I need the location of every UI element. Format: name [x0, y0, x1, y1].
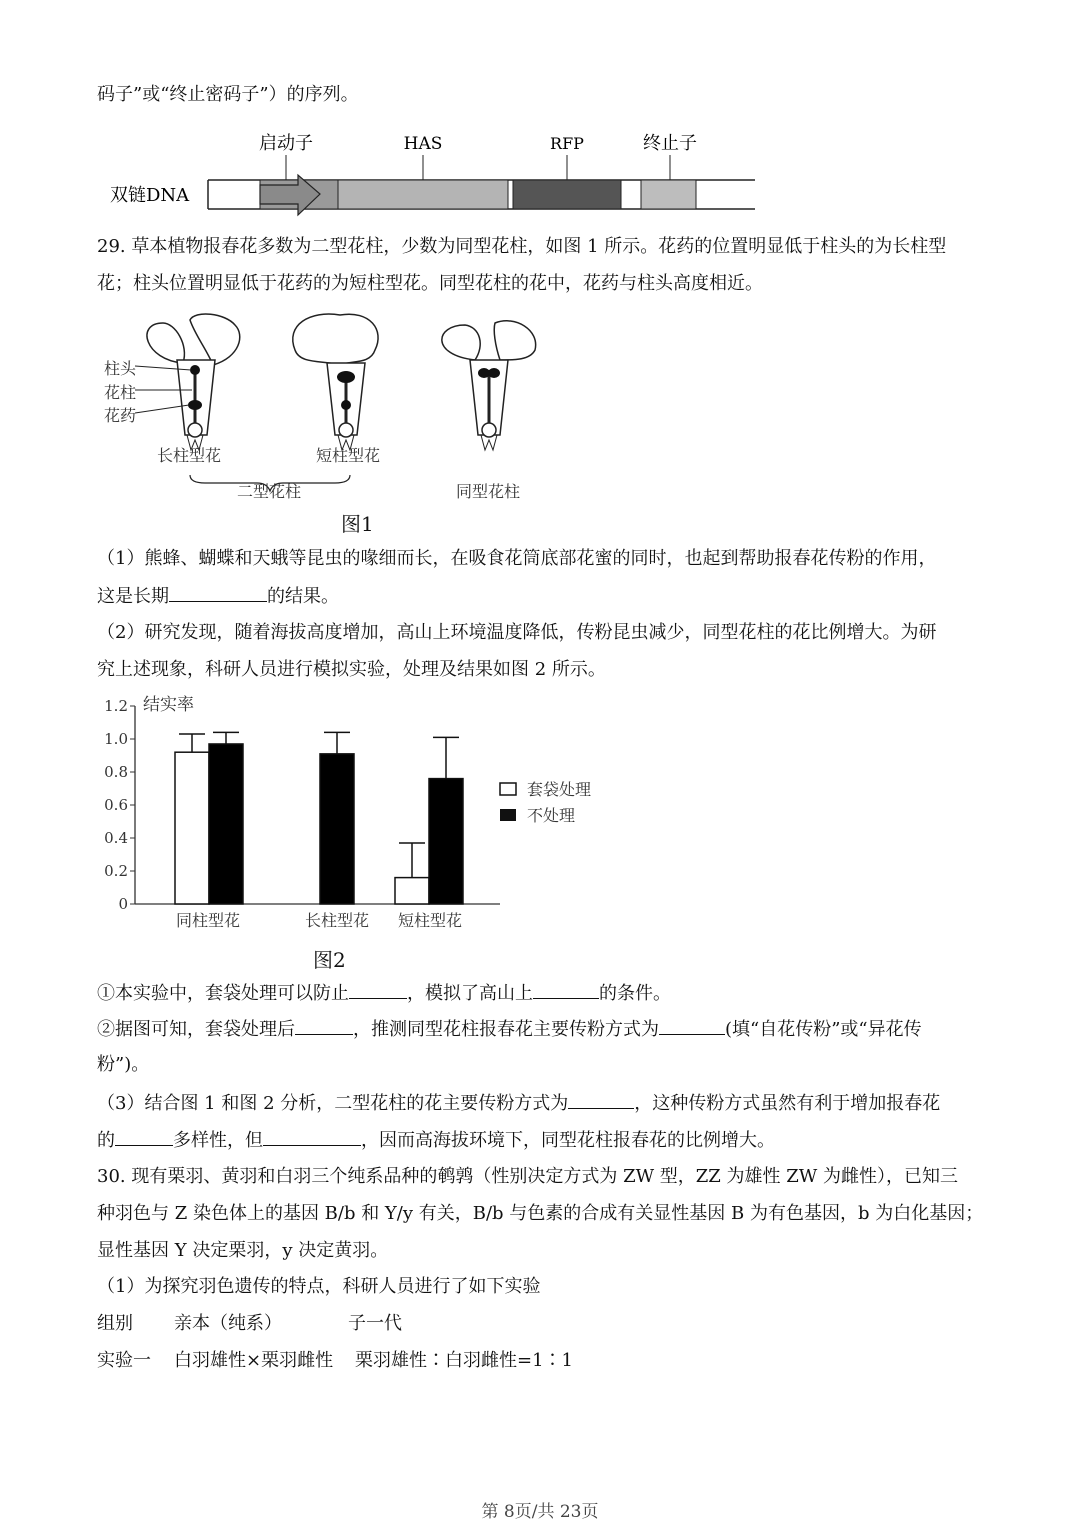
answer-blank[interactable]	[533, 980, 599, 999]
dna-strand-label: 双链DNA	[110, 185, 190, 206]
table-header: 亲本（纯系）	[174, 1313, 282, 1334]
text-fragment: ，这种传粉方式虽然有利于增加报春花	[634, 1093, 941, 1114]
homostyle-label: 同型花柱	[456, 482, 521, 501]
answer-blank[interactable]	[115, 1127, 173, 1146]
y-tick-label: 1.2	[104, 697, 128, 715]
legend-swatch-bagged	[500, 783, 516, 795]
y-tick-label: 0.8	[104, 763, 128, 781]
text-fragment: ，因而高海拔环境下，同型花柱报春花的比例增大。	[361, 1130, 775, 1151]
text-fragment: ，推测同型花柱报春花主要传粉方式为	[353, 1019, 659, 1040]
text-line: 种羽色与 Z 染色体上的基因 B/b 和 Y/y 有关，B/b 与色素的合成有关显性基因 B 为有色基因，b 为白化基因；	[97, 1203, 984, 1224]
has-label: HAS	[403, 134, 443, 154]
legend-untreated: 不处理	[527, 806, 576, 825]
text-line	[97, 1127, 775, 1154]
text-line: 粉”)。	[97, 1054, 150, 1075]
stigma-label: 柱头	[104, 359, 137, 378]
answer-blank[interactable]	[169, 583, 267, 602]
y-axis-label: 结实率	[143, 695, 194, 715]
table-header-row	[97, 1311, 402, 1337]
text-fragment: 这是长期	[97, 586, 169, 607]
text-line	[97, 980, 671, 1007]
text-fragment: 的条件。	[599, 983, 671, 1004]
table-cell: 栗羽雄性∶白羽雌性=1∶1	[355, 1350, 573, 1371]
text-line: （1）为探究羽色遗传的特点，科研人员进行了如下实验	[97, 1276, 541, 1297]
text-line	[97, 583, 339, 610]
legend-swatch-untreated	[500, 809, 516, 821]
table-row	[97, 1348, 573, 1374]
terminator-label: 终止子	[643, 133, 697, 154]
text-fragment: 的	[97, 1130, 115, 1151]
answer-blank[interactable]	[263, 1127, 361, 1146]
rfp-block	[513, 180, 621, 209]
page-footer: 第 8页/共 23页	[481, 1502, 599, 1522]
text-fragment: （3）结合图 1 和图 2 分析，二型花柱的花主要传粉方式为	[97, 1093, 569, 1114]
x-tick-label: 同柱型花	[175, 911, 241, 930]
y-tick-label: 0.6	[104, 796, 128, 814]
text-line: 究上述现象，科研人员进行模拟实验，处理及结果如图 2 所示。	[97, 659, 606, 680]
style-label: 花柱	[104, 383, 137, 402]
text-fragment: 多样性，但	[173, 1130, 263, 1151]
figure1-caption: 图1	[341, 512, 374, 536]
short-style-label: 短柱型花	[316, 446, 381, 465]
x-tick-label: 短柱型花	[397, 911, 463, 930]
text-line: 码子”或“终止密码子”）的序列。	[97, 84, 359, 105]
answer-blank[interactable]	[568, 1090, 634, 1109]
answer-blank[interactable]	[295, 1016, 353, 1035]
y-tick-label: 1.0	[104, 730, 128, 748]
y-tick-label: 0.4	[104, 829, 128, 847]
flower-figure	[95, 305, 565, 505]
long-style-label: 长柱型花	[157, 446, 222, 465]
dimorphic-label: 二型花柱	[237, 482, 302, 501]
text-fragment: ，模拟了高山上	[407, 983, 533, 1004]
homostyle-flower	[442, 321, 536, 450]
text-line	[97, 1016, 922, 1043]
text-line: 30. 现有栗羽、黄羽和白羽三个纯系品种的鹌鹑（性别决定方式为 ZW 型，ZZ 为雄性 ZW 为雌性），已知三	[97, 1166, 958, 1187]
anther-label: 花药	[104, 406, 137, 425]
y-tick-label: 0	[118, 895, 128, 913]
bar	[175, 752, 209, 904]
fruiting-rate-chart	[95, 690, 615, 940]
text-line: 显性基因 Y 决定栗羽，y 决定黄羽。	[97, 1240, 389, 1261]
table-cell: 白羽雄性×栗羽雌性	[174, 1350, 334, 1371]
text-fragment: ①本实验中，套袋处理可以防止	[97, 983, 349, 1004]
text-fragment: ②据图可知，套袋处理后	[97, 1019, 295, 1040]
bar	[320, 754, 354, 904]
table-header: 组别	[97, 1313, 133, 1334]
figure2-caption: 图2	[313, 948, 346, 972]
has-block	[338, 180, 508, 209]
answer-blank[interactable]	[659, 1016, 725, 1035]
x-tick-label: 长柱型花	[304, 911, 370, 930]
table-header: 子一代	[348, 1313, 402, 1334]
legend-bagged: 套袋处理	[527, 780, 592, 799]
text-line: 花；柱头位置明显低于花药的为短柱型花。同型花柱的花中，花药与柱头高度相近。	[97, 273, 763, 294]
promoter-label: 启动子	[259, 133, 313, 154]
short-style-flower	[293, 314, 378, 450]
text-line	[97, 1090, 940, 1117]
text-fragment: 的结果。	[267, 586, 339, 607]
long-style-flower	[147, 314, 240, 450]
dna-diagram	[110, 125, 770, 220]
bar	[429, 779, 463, 904]
text-line: 29. 草本植物报春花多数为二型花柱，少数为同型花柱，如图 1 所示。花药的位置明显低于柱头的为长柱型	[97, 236, 947, 257]
text-line: （2）研究发现，随着海拔高度增加，高山上环境温度降低，传粉昆虫减少，同型花柱的花比例增大。为研	[97, 622, 937, 643]
y-tick-label: 0.2	[104, 862, 128, 880]
text-line: （1）熊蜂、蝴蝶和天蛾等昆虫的喙细而长，在吸食花筒底部花蜜的同时，也起到帮助报春花传粉的作用，	[97, 548, 937, 569]
bar	[209, 744, 243, 904]
terminator-block	[641, 180, 696, 209]
rfp-label: RFP	[550, 134, 584, 153]
answer-blank[interactable]	[349, 980, 407, 999]
text-fragment: (填“自花传粉”或“异花传	[725, 1019, 922, 1040]
table-cell: 实验一	[97, 1350, 151, 1371]
bar	[395, 878, 429, 904]
